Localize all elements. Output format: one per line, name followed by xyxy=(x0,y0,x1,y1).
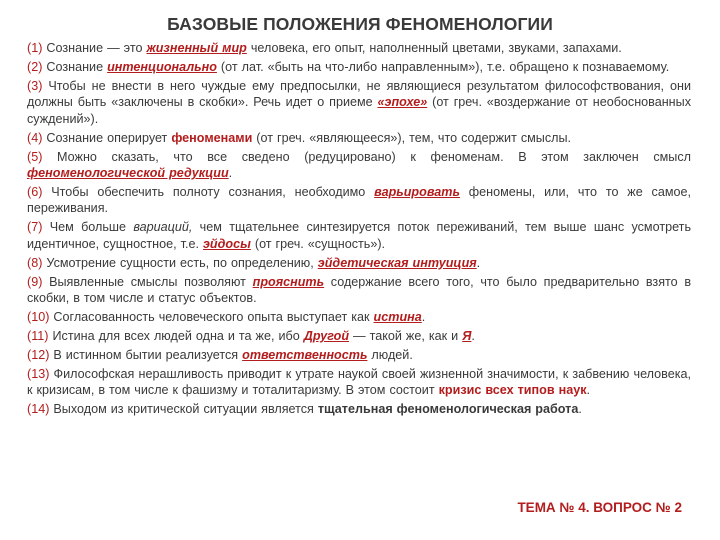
key-term: прояснить xyxy=(252,274,325,289)
key-term: Я xyxy=(462,328,472,343)
key-term: варьировать xyxy=(374,184,460,199)
topic-label: ТЕМА № 4. ВОПРОС № 2 xyxy=(517,500,682,515)
list-item: (1) Сознание — это жизненный мир человека, его опыт, наполненный цветами, звуками, запахами. xyxy=(27,41,622,55)
list-item: (10) Согласованность человеческого опыта выступает как истина. xyxy=(27,310,426,325)
list-item: (8) Усмотрение сущности есть, по определению, эйдетическая интуиция. xyxy=(27,255,481,270)
key-term: феноменологической редукции xyxy=(27,166,229,181)
list-item: (4) Сознание оперирует феноменами (от греч. «являющееся»), тем, что содержит смыслы. xyxy=(27,130,572,145)
key-term: интенционально xyxy=(107,59,217,74)
list-item: (2) Сознание интенционально (от лат. «быть на что-либо направленным»), т.е. обращено к познаваемому. xyxy=(27,59,670,74)
list-item: (7) Чем больше вариаций, чем тщательнее синтезируется поток переживаний, тем выше шанс усмотреть идентичное, сущностное, т.е. эйдосы (от греч. «сущность»). xyxy=(27,220,692,251)
list-item: (6) Чтобы обеспечить полноту сознания, необходимо варьировать феномены, или, что то же самое, переживания. xyxy=(27,184,691,216)
key-term: жизненный мир xyxy=(146,41,247,55)
list-item: (12) В истинном бытии реализуется ответственность людей. xyxy=(27,347,413,362)
list-item: (13) Философская нерашливость приводит к утрате наукой своей жизненной значимости, к забвению человека, к кризисам, в том числе к фашизму и тоталитаризму. В этом состоит кризис всех типов наук. xyxy=(27,366,691,398)
list-item: (9) Выявленные смыслы позволяют прояснить содержание всего того, что было предварительно взято в скобки, в том числе и статус объектов. xyxy=(27,274,692,306)
list-item: (5) Можно сказать, что все сведено (редуцировано) к феноменам. В этом заключен смысл феноменологической редукции. xyxy=(27,149,691,181)
theses-list xyxy=(27,40,691,420)
key-term: ответственность xyxy=(242,347,368,362)
key-term: «эпохе» xyxy=(377,95,428,110)
key-term: феноменами xyxy=(171,130,253,145)
list-item: (3) Чтобы не внести в него чуждые ему предпосылки, не являющиеся результатом философствования, они должны быть «заключены в скобки». Речь идет о приеме «эпохе» (от греч. «воздержание от необоснованных суждений»). xyxy=(27,78,691,126)
list-item: (14) Выходом из критической ситуации является тщательная феноменологическая работа. xyxy=(27,402,582,417)
key-term: кризис всех типов наук xyxy=(438,383,587,398)
key-term: эйдетическая интуиция xyxy=(317,255,477,270)
list-item: (11) Истина для всех людей одна и та же, ибо Другой — такой же, как и Я. xyxy=(27,328,475,343)
key-term: истина xyxy=(373,310,422,325)
key-phrase: тщательная феноменологическая работа xyxy=(317,402,579,417)
key-term: эйдосы xyxy=(202,236,251,251)
key-term: Другой xyxy=(303,328,350,343)
page-title: БАЗОВЫЕ ПОЛОЖЕНИЯ ФЕНОМЕНОЛОГИИ xyxy=(167,14,553,34)
